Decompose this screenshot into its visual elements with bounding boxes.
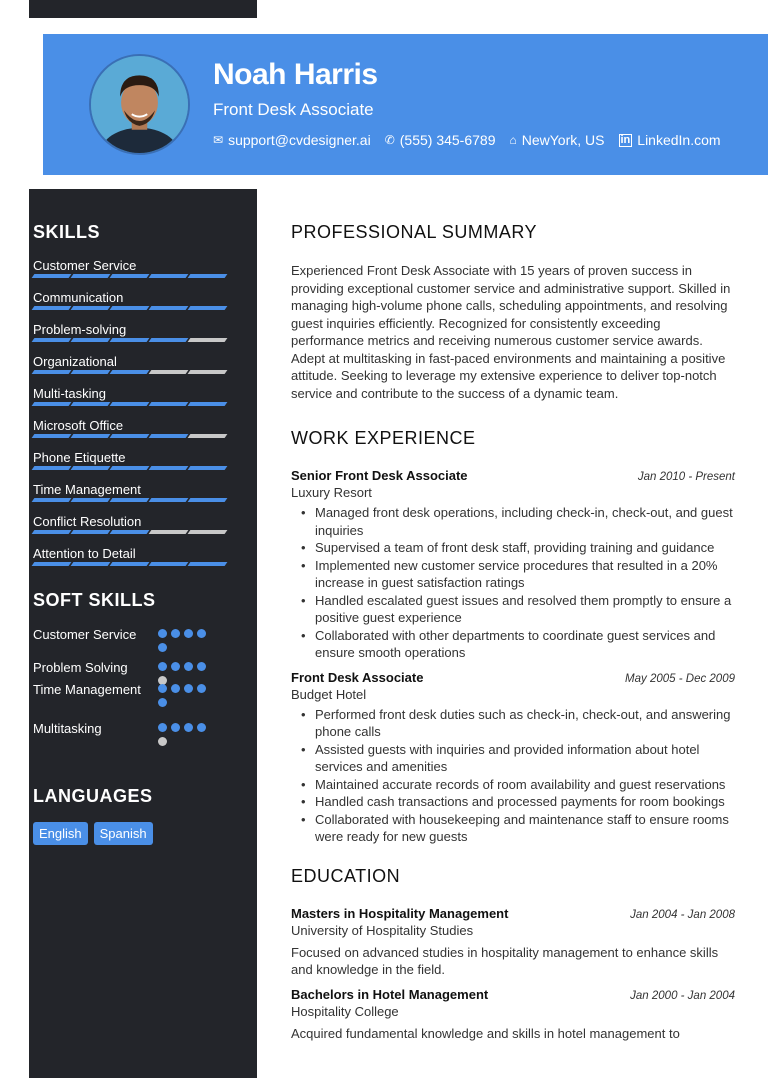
skill-level-segment	[149, 306, 189, 310]
soft-skill-label: Time Management	[33, 682, 141, 697]
skill-label: Problem-solving	[33, 322, 127, 337]
soft-skill-label: Problem Solving	[33, 660, 128, 675]
job-point: • Handled escalated guest issues and resolved them promptly to ensure a positive guest experience	[315, 592, 735, 627]
skill-level-segment	[188, 274, 228, 278]
languages-list	[33, 822, 223, 845]
skill-level-segment	[32, 562, 72, 566]
skill-level-segment	[188, 498, 228, 502]
soft-skill-dot	[184, 629, 193, 638]
soft-skills-list	[33, 626, 223, 758]
job-company: Budget Hotel	[291, 686, 367, 702]
education-school: Hospitality College	[291, 1003, 399, 1019]
soft-skill-dot	[158, 737, 167, 746]
skills-heading: SKILLS	[33, 222, 101, 242]
contact-location	[510, 132, 605, 148]
job-points	[291, 706, 735, 846]
skill-item	[33, 450, 223, 482]
skill-level-segment	[149, 274, 189, 278]
soft-skill-item	[33, 659, 223, 681]
skill-item	[33, 482, 223, 514]
contact-linkedin[interactable]	[619, 132, 721, 148]
skill-level-segment	[32, 466, 72, 470]
education-header	[291, 987, 735, 1002]
skill-level-segment	[32, 498, 72, 502]
soft-skill-dot	[158, 698, 167, 707]
skill-item	[33, 290, 223, 322]
envelope-icon: ✉	[213, 133, 224, 147]
contact-email-text: support@cvdesigner.ai	[228, 132, 371, 148]
job-title: Senior Front Desk Associate	[291, 468, 468, 483]
soft-skill-dot	[171, 662, 180, 671]
contact-email[interactable]	[213, 132, 371, 148]
skill-label: Phone Etiquette	[33, 450, 126, 465]
job-point: • Maintained accurate records of room availability and guest reservations	[315, 776, 735, 794]
education-description: Acquired fundamental knowledge and skills in hotel management to	[291, 1025, 680, 1041]
soft-skill-dot	[184, 662, 193, 671]
soft-skill-dot	[197, 723, 206, 732]
skill-level-bars	[33, 498, 226, 502]
skill-label: Customer Service	[33, 258, 137, 273]
skill-level-segment	[32, 402, 72, 406]
skill-level-segment	[71, 562, 111, 566]
soft-skill-dot	[197, 629, 206, 638]
skill-item	[33, 418, 223, 450]
linkedin-icon: in	[620, 133, 631, 146]
skill-level-segment	[110, 274, 150, 278]
languages-heading: LANGUAGES	[33, 786, 153, 806]
candidate-name: Noah Harris	[213, 58, 378, 91]
skill-level-segment	[110, 434, 150, 438]
skill-level-segment	[71, 530, 111, 534]
skill-level-bars	[33, 370, 226, 374]
job-entry	[291, 670, 735, 846]
skill-item	[33, 514, 223, 546]
skill-level-segment	[188, 530, 228, 534]
skill-level-segment	[71, 498, 111, 502]
soft-skill-item	[33, 720, 223, 758]
soft-skill-item	[33, 626, 223, 659]
education-degree: Masters in Hospitality Management	[291, 905, 509, 921]
skill-level-segment	[71, 434, 111, 438]
phone-icon: ✆	[384, 133, 395, 147]
soft-skill-dot	[158, 662, 167, 671]
skill-level-segment	[149, 466, 189, 470]
soft-skill-dot	[158, 684, 167, 693]
skill-item	[33, 354, 223, 386]
skill-label: Communication	[33, 290, 124, 305]
soft-skill-dot	[171, 723, 180, 732]
skill-level-segment	[149, 402, 189, 406]
skills-list	[33, 258, 223, 578]
education-header	[291, 906, 735, 921]
skill-level-segment	[149, 338, 189, 342]
skill-label: Time Management	[33, 482, 141, 497]
skill-level-segment	[32, 434, 72, 438]
soft-skill-dot	[158, 643, 167, 652]
soft-skill-item	[33, 681, 223, 720]
soft-skill-dot	[197, 684, 206, 693]
soft-skills-heading: SOFT SKILLS	[33, 590, 156, 610]
skill-level-segment	[71, 466, 111, 470]
main-content	[291, 222, 735, 1050]
skill-item	[33, 546, 223, 578]
education-description: Focused on advanced studies in hospitality management to enhance skills and knowledge in the field.	[291, 944, 719, 977]
job-date: May 2005 - Dec 2009	[625, 672, 735, 685]
education-degree: Bachelors in Hotel Management	[291, 986, 489, 1002]
skill-level-segment	[149, 370, 189, 374]
contact-location-text: NewYork, US	[521, 132, 605, 148]
skill-level-segment	[110, 338, 150, 342]
header	[29, 18, 768, 189]
skill-level-segment	[188, 370, 228, 374]
job-header	[291, 468, 735, 483]
soft-skill-dots	[158, 684, 218, 707]
soft-skill-dot	[197, 662, 206, 671]
sidebar-content	[33, 222, 223, 845]
contact-phone[interactable]	[385, 132, 496, 148]
skill-level-segment	[71, 306, 111, 310]
job-entry	[291, 468, 735, 662]
profile-photo-icon	[91, 56, 188, 153]
skill-level-segment	[110, 306, 150, 310]
skill-level-segment	[110, 562, 150, 566]
skill-level-bars	[33, 306, 226, 310]
skill-level-segment	[71, 402, 111, 406]
job-company: Luxury Resort	[291, 485, 372, 500]
soft-skill-dots	[158, 629, 218, 652]
skill-level-segment	[188, 434, 228, 438]
soft-skill-dot	[184, 723, 193, 732]
soft-skill-dot	[158, 723, 167, 732]
job-point: • Collaborated with housekeeping and maintenance staff to ensure rooms were ready for new guests	[315, 811, 735, 846]
skill-level-segment	[71, 370, 111, 374]
skill-level-segment	[188, 402, 228, 406]
skill-level-segment	[149, 434, 189, 438]
soft-skill-dot	[158, 629, 167, 638]
skill-label: Attention to Detail	[33, 546, 136, 561]
soft-skill-label: Multitasking	[33, 721, 102, 736]
skill-level-segment	[110, 530, 150, 534]
skill-level-bars	[33, 466, 226, 470]
job-date: Jan 2010 - Present	[637, 471, 735, 483]
home-icon: ⌂	[509, 133, 517, 147]
education-date: Jan 2004 - Jan 2008	[630, 908, 735, 921]
avatar	[89, 54, 190, 155]
education-heading: EDUCATION	[291, 865, 401, 886]
experience-list	[291, 468, 735, 846]
skill-level-segment	[149, 498, 189, 502]
soft-skill-dot	[171, 629, 180, 638]
contact-phone-text: (555) 345-6789	[399, 132, 496, 148]
contact-linkedin-text: LinkedIn.com	[637, 132, 721, 148]
summary-heading: PROFESSIONAL SUMMARY	[291, 222, 538, 242]
skill-level-segment	[188, 306, 228, 310]
skill-level-segment	[110, 402, 150, 406]
experience-heading: WORK EXPERIENCE	[291, 428, 476, 448]
job-point: • Handled cash transactions and processed payments for room bookings	[315, 793, 735, 811]
skill-label: Multi-tasking	[33, 386, 106, 401]
language-badge: English	[33, 822, 88, 845]
skill-level-bars	[33, 274, 226, 278]
skill-level-segment	[188, 338, 228, 342]
skill-level-bars	[33, 434, 226, 438]
soft-skill-dot	[184, 684, 193, 693]
education-entry	[291, 906, 735, 979]
skill-level-segment	[71, 338, 111, 342]
job-point: • Collaborated with other departments to coordinate guest services and ensure smooth operations	[315, 627, 735, 662]
candidate-role: Front Desk Associate	[213, 100, 374, 119]
skill-item	[33, 322, 223, 354]
skill-level-segment	[188, 466, 228, 470]
skill-item	[33, 386, 223, 418]
contact-list	[213, 132, 721, 148]
skill-level-segment	[110, 370, 150, 374]
job-point: • Supervised a team of front desk staff, providing training and guidance	[315, 539, 735, 557]
soft-skill-dots	[158, 723, 218, 746]
education-date: Jan 2000 - Jan 2004	[630, 989, 735, 1002]
skill-level-segment	[32, 274, 72, 278]
skill-level-segment	[32, 530, 72, 534]
job-header	[291, 670, 735, 685]
job-point: • Implemented new customer service procedures that resulted in a 20% increase in guest satisfaction ratings	[315, 557, 735, 592]
soft-skill-label: Customer Service	[33, 627, 137, 642]
skill-level-segment	[32, 338, 72, 342]
skill-level-segment	[149, 562, 189, 566]
job-points	[291, 504, 735, 662]
skill-label: Microsoft Office	[33, 418, 124, 433]
education-school: University of Hospitality Studies	[291, 922, 474, 938]
job-title: Front Desk Associate	[291, 669, 424, 685]
skill-level-bars	[33, 562, 226, 566]
skill-level-segment	[32, 370, 72, 374]
education-list	[291, 906, 735, 1043]
job-point: • Assisted guests with inquiries and provided information about hotel services and amenities	[315, 741, 735, 776]
language-badge: Spanish	[94, 822, 153, 845]
summary-text: Experienced Front Desk Associate with 15 years of proven success in providing exceptional customer service and administrative support. Skilled in managing high-volume phone calls, scheduling appointments, and resolving guest inquiries efficiently. Recognized for consistently exceeding performance metrics and receiving numerous customer service awards. Adept at multitasking in fast-paced environments and maintaining a positive attitude. Seeking to leverage my extensive experience to deliver top-notch service and contribute to the success of a dynamic team.	[291, 263, 731, 401]
education-entry	[291, 987, 735, 1043]
skill-level-segment	[32, 306, 72, 310]
skill-level-bars	[33, 338, 226, 342]
skill-item	[33, 258, 223, 290]
skill-level-segment	[188, 562, 228, 566]
skill-level-bars	[33, 402, 226, 406]
skill-level-segment	[110, 498, 150, 502]
skill-level-segment	[110, 466, 150, 470]
skill-label: Organizational	[33, 354, 117, 369]
soft-skill-dot	[171, 684, 180, 693]
skill-level-bars	[33, 530, 226, 534]
header-banner	[43, 34, 768, 175]
skill-level-segment	[149, 530, 189, 534]
job-point: • Performed front desk duties such as check-in, check-out, and answering phone calls	[315, 706, 735, 741]
job-point: • Managed front desk operations, including check-in, check-out, and guest inquiries	[315, 504, 735, 539]
skill-label: Conflict Resolution	[33, 514, 142, 529]
skill-level-segment	[71, 274, 111, 278]
